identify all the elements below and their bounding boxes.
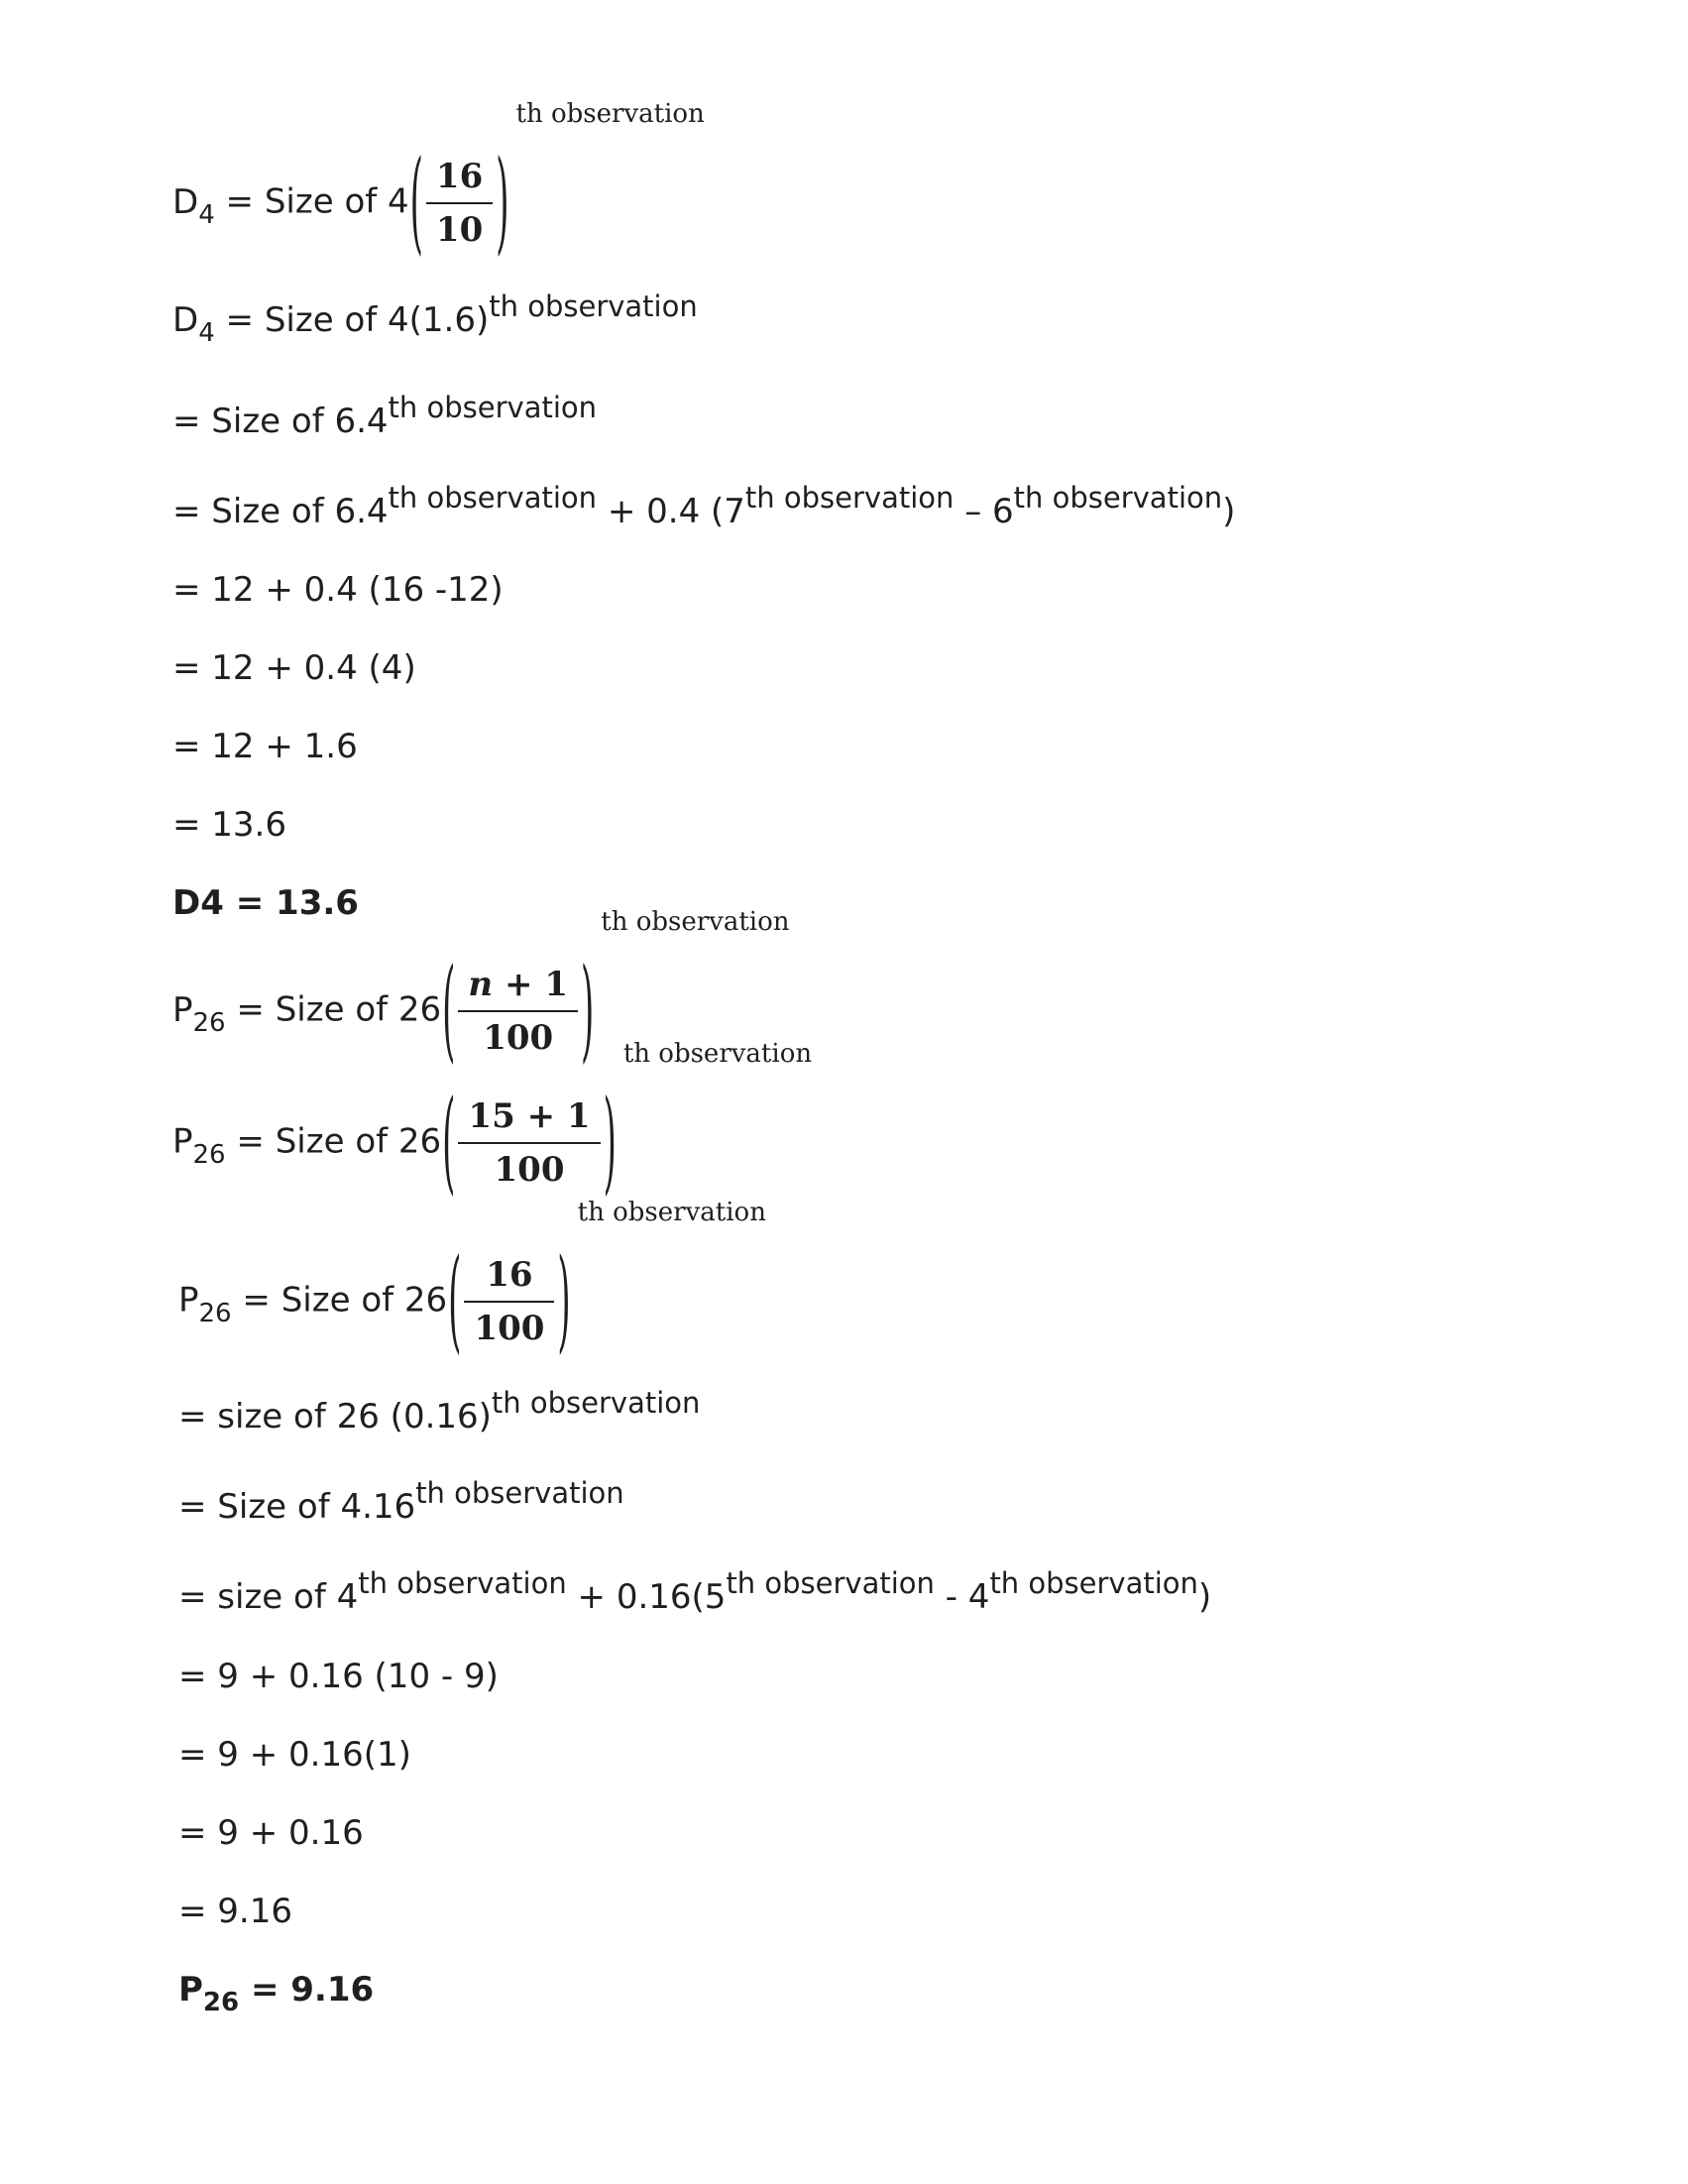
- d4-fraction-numerator: 16: [426, 151, 493, 204]
- p26-simplified-denominator: 100: [474, 1309, 545, 1348]
- d4-step-3: = Size of 6.4th observation + 0.4 (7th observation – 6th observation): [172, 481, 1236, 531]
- d4-fraction-denominator: 10: [435, 210, 484, 250]
- d4-formula-line: [172, 99, 705, 269]
- p26-step-1: = size of 26 (0.16)th observation: [178, 1386, 701, 1437]
- d4-superscript: th observation: [515, 99, 705, 129]
- p26-step-4: = 9 + 0.16 (10 - 9): [178, 1657, 499, 1696]
- d4-step-4: = 12 + 0.4 (16 -12): [172, 570, 504, 610]
- p26-step-5: = 9 + 0.16(1): [178, 1735, 411, 1775]
- p26-substituted-denominator: 100: [494, 1150, 565, 1190]
- p26-substituted-line: $P_{26}$ = Size of 26( $\frac{15 + 1}{100}$ )th observation: [172, 1039, 813, 1208]
- d4-step-2: = Size of 6.4th observation: [172, 391, 598, 441]
- d4-step-6: = 12 + 1.6: [172, 727, 358, 766]
- p26-symbol: $P_{26}$: [172, 989, 226, 1038]
- d4-step-5: = 12 + 0.4 (4): [172, 648, 416, 688]
- p26-simplified-line: $P_{26}$ = Size of 26( $\frac{16}{100}$ )th observation: [178, 1198, 766, 1367]
- d4-fraction-group: ( $\frac{16}{10}$ ): [409, 138, 509, 269]
- p26-step-6: = 9 + 0.16: [178, 1813, 364, 1853]
- d4-result: D4 = 13.6: [172, 883, 359, 923]
- d4-step-1: $D_4$ = Size of 4(1.6)th observation: [172, 289, 698, 348]
- d4-expression: = Size of 4: [214, 181, 409, 222]
- p26-step-3: = size of 4th observation + 0.16(5th observation - 4th observation): [178, 1566, 1212, 1617]
- p26-simplified-numerator: 16: [464, 1249, 554, 1303]
- d4-symbol: $D_4$: [172, 181, 215, 230]
- d4-step-7: = 13.6: [172, 805, 286, 845]
- p26-formula-line: $P_{26}$ = Size of 26( $\frac{n + 1}{100}$ )th observation: [172, 907, 790, 1077]
- p26-substituted-numerator: 15 + 1: [458, 1091, 600, 1144]
- p26-general-numerator: n + 1: [458, 959, 578, 1012]
- p26-step-7: = 9.16: [178, 1892, 292, 1931]
- p26-step-2: = Size of 4.16th observation: [178, 1476, 624, 1527]
- p26-general-denominator: 100: [483, 1018, 554, 1058]
- p26-result: $P_{26} = 9.16$: [178, 1970, 375, 2017]
